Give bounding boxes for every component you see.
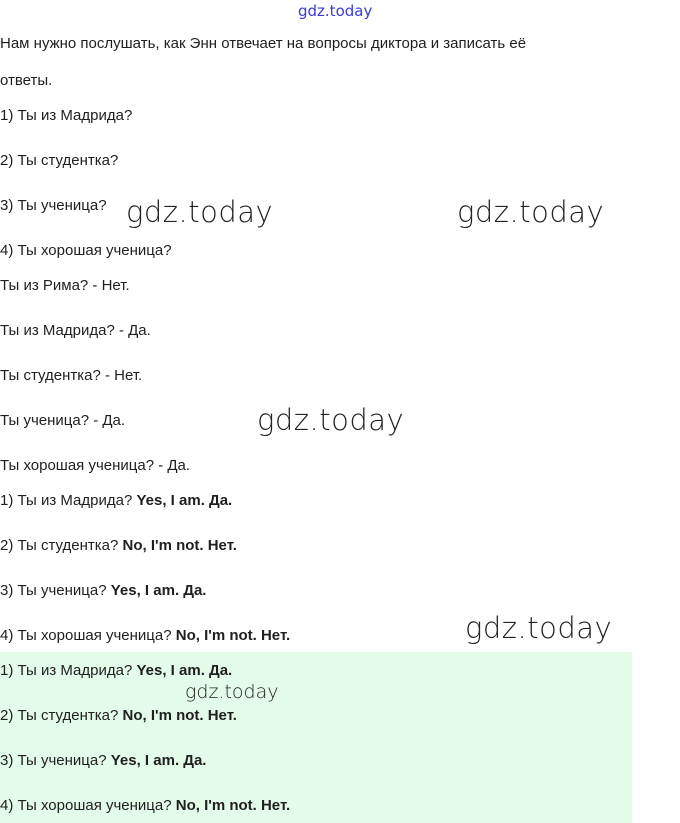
watermark: gdz.today xyxy=(185,681,279,703)
watermark: gdz.today xyxy=(465,611,613,645)
answer-text: Yes, I am. Да. xyxy=(136,492,233,509)
dialog-line-2: Ты из Мадрида? - Да. xyxy=(0,322,151,339)
watermark: gdz.today xyxy=(126,195,274,229)
answer-row-2 xyxy=(0,536,237,556)
intro-line-2: ответы. xyxy=(0,72,53,89)
dialog-line-1: Ты из Рима? - Нет. xyxy=(0,277,130,294)
dialog-line-5: Ты хорошая ученица? - Да. xyxy=(0,457,191,474)
answer-question: 2) Ты студентка? xyxy=(0,707,119,724)
answer-question: 3) Ты ученица? xyxy=(0,752,107,769)
answer-text: Yes, I am. Да. xyxy=(110,582,207,599)
answer-text: Yes, I am. Да. xyxy=(136,662,233,679)
watermark: gdz.today xyxy=(457,195,605,229)
answer-question: 1) Ты из Мадрида? xyxy=(0,662,133,679)
answer-text: No, I'm not. Нет. xyxy=(175,627,291,644)
answer-row-1 xyxy=(0,491,232,511)
question-1: 1) Ты из Мадрида? xyxy=(0,107,133,124)
highlighted-answer-row-1 xyxy=(0,661,232,681)
answer-text: No, I'm not. Нет. xyxy=(175,797,291,814)
answer-question: 1) Ты из Мадрида? xyxy=(0,492,133,509)
dialog-line-4: Ты ученица? - Да. xyxy=(0,412,126,429)
question-3: 3) Ты ученица? xyxy=(0,197,107,214)
highlighted-answer-row-2 xyxy=(0,706,237,726)
answer-text: No, I'm not. Нет. xyxy=(122,537,237,554)
watermark: gdz.today xyxy=(257,403,405,437)
answer-row-4 xyxy=(0,626,290,646)
question-2: 2) Ты студентка? xyxy=(0,152,119,169)
answer-question: 4) Ты хорошая ученица? xyxy=(0,627,172,644)
answer-question: 3) Ты ученица? xyxy=(0,582,107,599)
intro-line-1: Нам нужно послушать, как Энн отвечает на вопросы диктора и записать её xyxy=(0,35,527,52)
dialog-line-3: Ты студентка? - Нет. xyxy=(0,367,143,384)
answer-text: Yes, I am. Да. xyxy=(110,752,207,769)
question-4: 4) Ты хорошая ученица? xyxy=(0,242,172,259)
answer-question: 4) Ты хорошая ученица? xyxy=(0,797,172,814)
watermark-top: gdz.today xyxy=(298,2,373,20)
answer-text: No, I'm not. Нет. xyxy=(122,707,237,724)
highlighted-answer-row-3 xyxy=(0,751,206,771)
highlighted-answer-row-4 xyxy=(0,796,290,816)
answer-question: 2) Ты студентка? xyxy=(0,537,119,554)
answer-row-3 xyxy=(0,581,206,601)
